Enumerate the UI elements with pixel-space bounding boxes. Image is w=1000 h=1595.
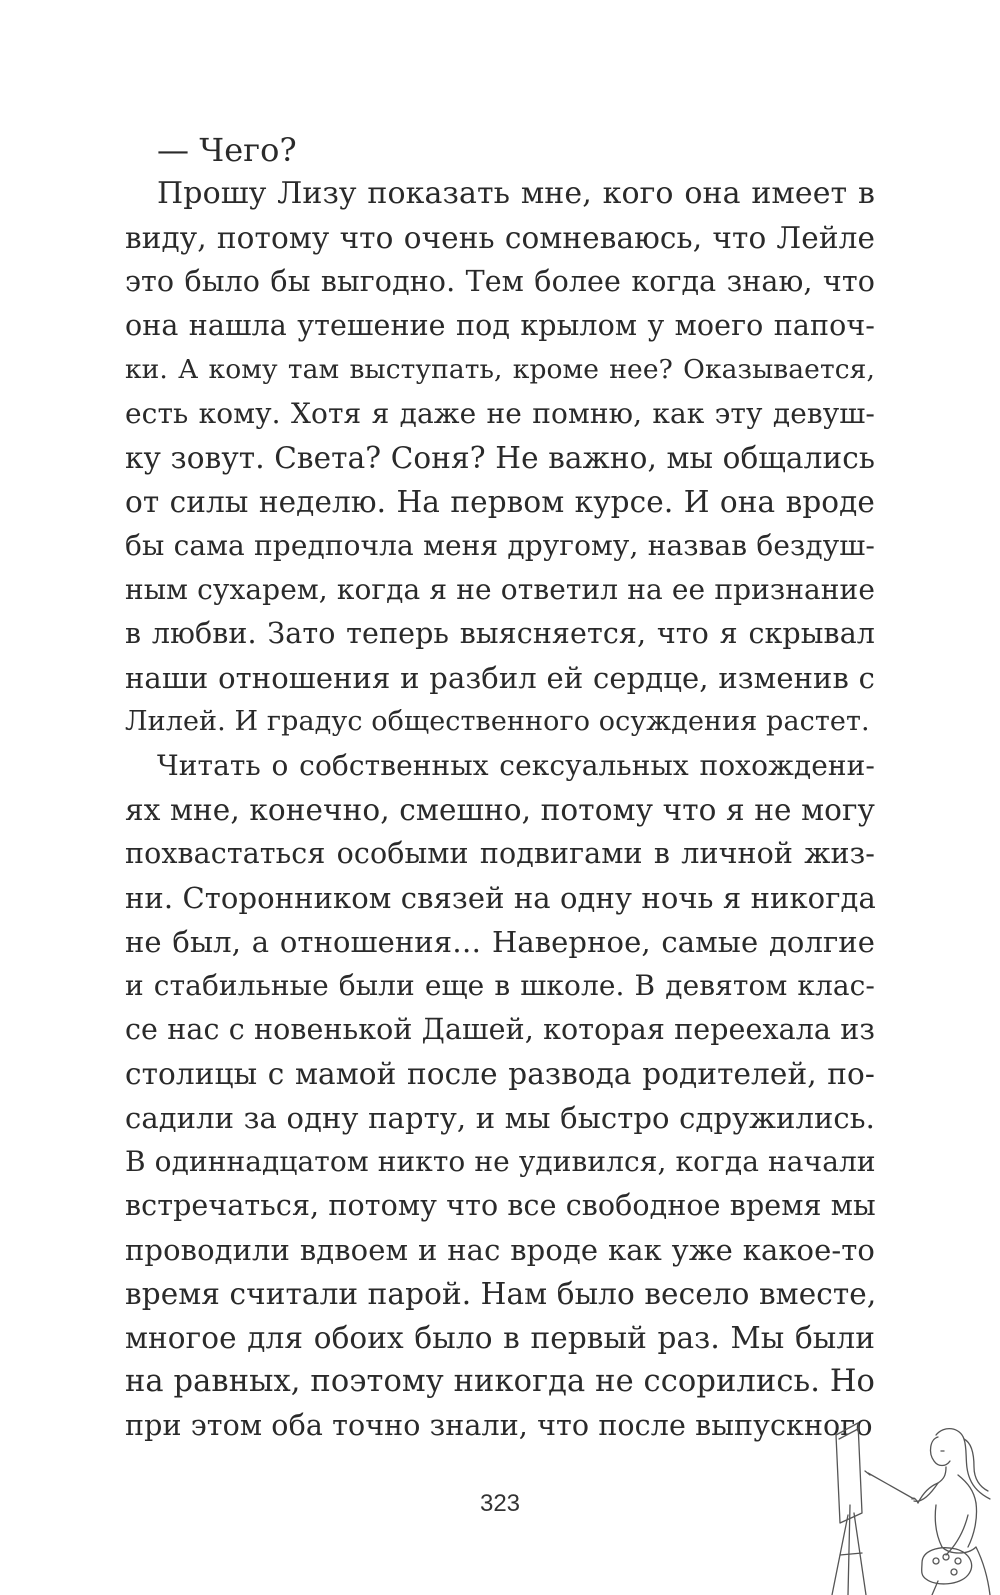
text-line: ным сухарем, когда я не ответил на ее признание: [125, 573, 875, 606]
text-line: Лилей. И градус общественного осуждения растет.: [125, 706, 870, 737]
text-line: бы сама предпочла меня другому, назвав бездуш-: [125, 529, 875, 562]
text-line: садили за одну парту, и мы быстро сдружились.: [125, 1101, 875, 1135]
text-line: она нашла утешение под крылом у моего папоч-: [125, 309, 875, 342]
text-line: от силы неделю. На первом курсе. И она вроде: [125, 485, 875, 519]
text-line: на равных, поэтому никогда не ссорились. Но: [125, 1364, 875, 1399]
text-line: ни. Сторонником связей на одну ночь я никогда: [125, 881, 876, 915]
text-line: ях мне, конечно, смешно, потому что я не могу: [125, 793, 875, 827]
text-line: похвастаться особыми подвигами в личной жиз-: [125, 837, 875, 870]
text-line: не был, а отношения… Наверное, самые долгие: [125, 925, 875, 959]
text-line: наши отношения и разбил ей сердце, изменив с: [125, 661, 875, 695]
text-line: проводили вдвоем и нас вроде как уже какое-то: [125, 1233, 875, 1267]
text-line: ку зовут. Света? Соня? Не важно, мы общались: [125, 441, 875, 475]
text-line: и стабильные были еще в школе. В девятом клас-: [125, 969, 875, 1002]
text-line: — Чего?: [157, 131, 297, 169]
body-text: [125, 128, 875, 1448]
text-line: Прошу Лизу показать мне, кого она имеет в: [157, 176, 875, 211]
page-number: 323: [479, 1490, 521, 1517]
text-line: Читать о собственных сексуальных похождени-: [157, 749, 875, 782]
text-line: В одиннадцатом никто не удивился, когда начали: [125, 1145, 876, 1178]
text-line: в любви. Зато теперь выясняется, что я скрывал: [125, 617, 875, 650]
text-line: это было бы выгодно. Тем более когда знаю, что: [125, 265, 875, 298]
text-line: многое для обоих было в первый раз. Мы были: [125, 1321, 875, 1355]
text-line: ки. А кому там выступать, кроме нее? Оказывается,: [125, 354, 875, 385]
text-line: се нас с новенькой Дашей, которая переехала из: [125, 1013, 875, 1046]
text-line: время считали парой. Нам было весело вместе,: [125, 1277, 877, 1311]
text-line: встречаться, потому что все свободное время мы: [125, 1189, 876, 1222]
woman-painting-at-easel-icon: [818, 1395, 1000, 1595]
text-line: виду, потому что очень сомневаюсь, что Лейле: [125, 221, 875, 255]
text-line: есть кому. Хотя я даже не помню, как эту девуш-: [125, 397, 875, 430]
text-line: столицы с мамой после развода родителей, по-: [125, 1057, 875, 1091]
text-line: при этом оба точно знали, что после выпускного: [125, 1409, 873, 1442]
